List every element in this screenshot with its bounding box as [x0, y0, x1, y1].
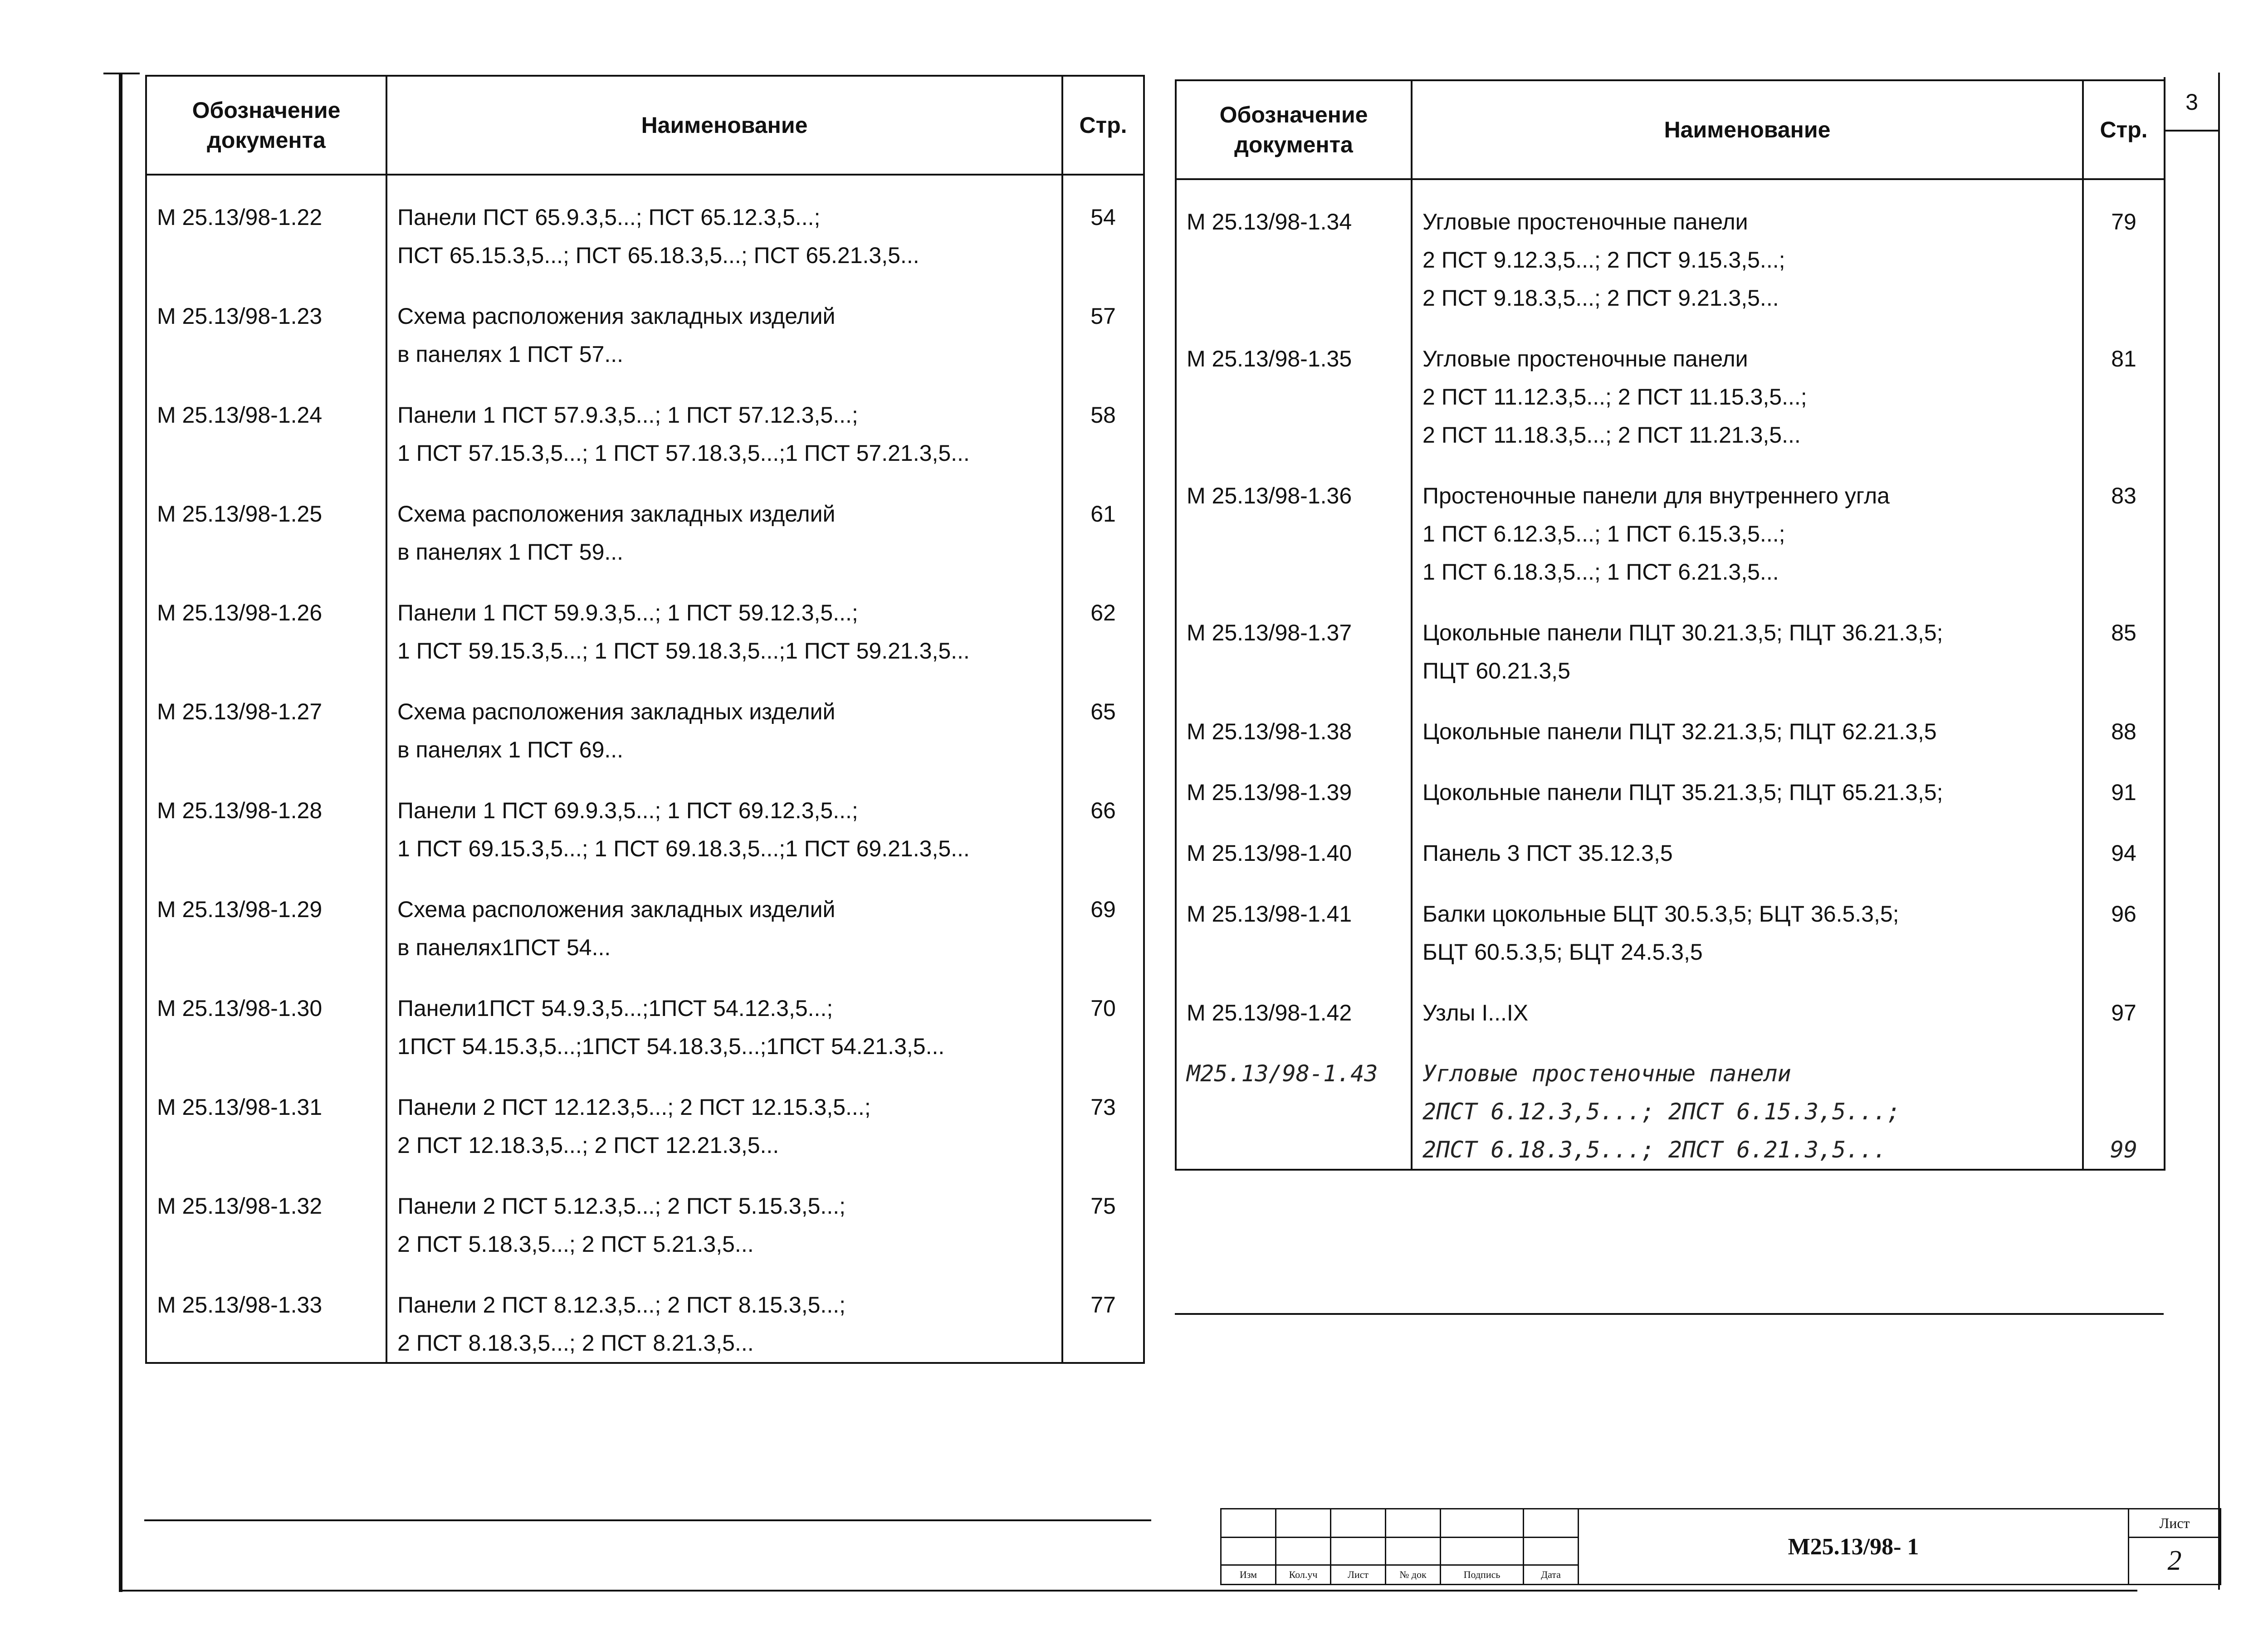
stamp-cell: [1386, 1509, 1441, 1538]
page-number: 65: [1062, 670, 1144, 769]
table-row: [1176, 872, 2165, 971]
name-line: 1 ПСТ 69.15.3,5...; 1 ПСТ 69.18.3,5...;1 ПСТ 69.21.3,5...: [397, 836, 970, 861]
table-row: [146, 1065, 1144, 1164]
document-name: [386, 1263, 1062, 1363]
frame-left-edge: [119, 73, 122, 1592]
document-name: [386, 670, 1062, 769]
header-page: Стр.: [1062, 76, 1144, 175]
header-name: Наименование: [386, 76, 1062, 175]
name-line: Цокольные панели ПЦТ 32.21.3,5; ПЦТ 62.21.3,5: [1422, 719, 1937, 744]
page-number: 70: [1062, 967, 1144, 1065]
document-designation: М 25.13/98-1.29: [146, 868, 386, 967]
table-row: [1176, 454, 2165, 591]
contents-table-right: [1175, 79, 2165, 1171]
contents-table-left: [145, 75, 1145, 1364]
page-number: 88: [2083, 690, 2165, 751]
document-designation: М 25.13/98-1.24: [146, 373, 386, 472]
name-line: Панели 2 ПСТ 5.12.3,5...; 2 ПСТ 5.15.3,5...;: [397, 1193, 846, 1219]
document-designation: М 25.13/98-1.37: [1176, 591, 1412, 690]
document-designation: М 25.13/98-1.22: [146, 175, 386, 274]
document-name: [386, 868, 1062, 967]
table-row: [146, 175, 1144, 274]
name-line: Узлы I...IX: [1422, 1000, 1529, 1025]
page-number: 57: [1062, 274, 1144, 373]
table-row: [1176, 751, 2165, 811]
document-designation: М 25.13/98-1.40: [1176, 811, 1412, 872]
name-line: 1 ПСТ 57.15.3,5...; 1 ПСТ 57.18.3,5...;1 ПСТ 57.21.3,5...: [397, 440, 970, 466]
table-row: [1176, 811, 2165, 872]
page-number: 61: [1062, 472, 1144, 571]
page-number: 62: [1062, 571, 1144, 670]
header-page: Стр.: [2083, 80, 2165, 179]
document-designation: М 25.13/98-1.31: [146, 1065, 386, 1164]
stamp-cell: [1441, 1538, 1524, 1565]
name-line: Панели 1 ПСТ 57.9.3,5...; 1 ПСТ 57.12.3,5...;: [397, 402, 858, 428]
name-line: в панелях1ПСТ 54...: [397, 935, 611, 960]
document-designation: М25.13/98-1.43: [1176, 1032, 1412, 1170]
frame-right-bottom-rule: [1175, 1313, 2164, 1315]
name-line: 1ПСТ 54.15.3,5...;1ПСТ 54.18.3,5...;1ПСТ 54.21.3,5...: [397, 1034, 945, 1059]
table-row: [146, 571, 1144, 670]
document-name: [386, 1065, 1062, 1164]
name-line: Панели 1 ПСТ 69.9.3,5...; 1 ПСТ 69.12.3,5...;: [397, 798, 858, 823]
sheet-number: 2: [2129, 1538, 2221, 1585]
page-number: 99: [2083, 1032, 2165, 1170]
stamp-cell: [1276, 1509, 1331, 1538]
name-line: Панель 3 ПСТ 35.12.3,5: [1422, 840, 1673, 866]
stamp-cell: [1221, 1538, 1276, 1565]
document-name: [386, 274, 1062, 373]
table-row: [146, 769, 1144, 868]
table-row: [146, 1164, 1144, 1263]
frame-bottom-edge: [119, 1590, 2137, 1592]
table-row: [146, 274, 1144, 373]
table-row: [146, 670, 1144, 769]
stamp-label-doc-number: № док: [1386, 1565, 1441, 1585]
table-row: [1176, 1032, 2165, 1170]
sheet-corner-number: 3: [2164, 77, 2218, 132]
table-row: [1176, 317, 2165, 454]
document-name: [1412, 690, 2083, 751]
name-line: Панели ПСТ 65.9.3,5...; ПСТ 65.12.3,5...;: [397, 205, 821, 230]
header-name: Наименование: [1412, 80, 2083, 179]
page-number: 54: [1062, 175, 1144, 274]
document-name: [386, 967, 1062, 1065]
stamp-label-date: Дата: [1524, 1565, 1579, 1585]
name-line: Цокольные панели ПЦТ 30.21.3,5; ПЦТ 36.21.3,5;: [1422, 620, 1943, 645]
name-line: Угловые простеночные панели: [1422, 209, 1748, 234]
table-row: [146, 373, 1144, 472]
name-line: 1 ПСТ 6.12.3,5...; 1 ПСТ 6.15.3,5...;: [1422, 521, 1785, 547]
page-number: 73: [1062, 1065, 1144, 1164]
name-line: Угловые простеночные панели: [1422, 346, 1748, 371]
stamp-cell: [1221, 1509, 1276, 1538]
document-designation: М 25.13/98-1.41: [1176, 872, 1412, 971]
document-designation: М 25.13/98-1.33: [146, 1263, 386, 1363]
header-designation: Обозначение документа: [146, 76, 386, 175]
document-designation: М 25.13/98-1.23: [146, 274, 386, 373]
stamp-label-sheet: Лист: [1331, 1565, 1386, 1585]
page-number: 79: [2083, 179, 2165, 317]
frame-right-edge: [2218, 73, 2220, 1590]
page-number: 85: [2083, 591, 2165, 690]
stamp-cell: [1524, 1538, 1579, 1565]
name-line: ПЦТ 60.21.3,5: [1422, 658, 1570, 684]
name-line: Панели 2 ПСТ 8.12.3,5...; 2 ПСТ 8.15.3,5...;: [397, 1292, 846, 1318]
table-row: [1176, 591, 2165, 690]
document-designation: М 25.13/98-1.25: [146, 472, 386, 571]
name-line: Балки цокольные БЦТ 30.5.3,5; БЦТ 36.5.3,5;: [1422, 901, 1899, 927]
document-designation: М 25.13/98-1.30: [146, 967, 386, 1065]
document-name: [1412, 1032, 2083, 1170]
table-row: [1176, 179, 2165, 317]
name-line: в панелях 1 ПСТ 69...: [397, 737, 624, 762]
sheet-label: Лист: [2129, 1509, 2221, 1538]
name-line: в панелях 1 ПСТ 57...: [397, 342, 624, 367]
frame-left-bottom-rule: [144, 1519, 1151, 1521]
frame-top-tick: [103, 73, 140, 74]
document-designation: М 25.13/98-1.36: [1176, 454, 1412, 591]
document-name: [1412, 751, 2083, 811]
name-line: ПСТ 65.15.3,5...; ПСТ 65.18.3,5...; ПСТ 65.21.3,5...: [397, 243, 919, 268]
document-name: [386, 571, 1062, 670]
name-line: в панелях 1 ПСТ 59...: [397, 539, 624, 565]
document-name: [1412, 179, 2083, 317]
page-number: 66: [1062, 769, 1144, 868]
document-designation: М 25.13/98-1.28: [146, 769, 386, 868]
name-line: 2 ПСТ 9.18.3,5...; 2 ПСТ 9.21.3,5...: [1422, 285, 1779, 311]
name-line: 1 ПСТ 59.15.3,5...; 1 ПСТ 59.18.3,5...;1 ПСТ 59.21.3,5...: [397, 638, 970, 664]
document-name: [386, 769, 1062, 868]
document-name: [386, 373, 1062, 472]
table-row: [146, 967, 1144, 1065]
page-number: 97: [2083, 971, 2165, 1032]
name-line: 2 ПСТ 11.18.3,5...; 2 ПСТ 11.21.3,5...: [1422, 422, 1801, 448]
document-name: [1412, 872, 2083, 971]
stamp-label-change: Изм: [1221, 1565, 1276, 1585]
name-line: 1 ПСТ 6.18.3,5...; 1 ПСТ 6.21.3,5...: [1422, 559, 1779, 585]
table-row: [146, 472, 1144, 571]
table-header-row: [1176, 80, 2165, 179]
document-name: [1412, 811, 2083, 872]
name-line: Схема расположения закладных изделий: [397, 303, 836, 329]
document-name: [386, 1164, 1062, 1263]
name-line: БЦТ 60.5.3,5; БЦТ 24.5.3,5: [1422, 939, 1703, 965]
name-line: 2 ПСТ 12.18.3,5...; 2 ПСТ 12.21.3,5...: [397, 1133, 779, 1158]
name-line: 2 ПСТ 11.12.3,5...; 2 ПСТ 11.15.3,5...;: [1422, 384, 1807, 410]
page-number: 81: [2083, 317, 2165, 454]
document-designation: М 25.13/98-1.42: [1176, 971, 1412, 1032]
document-name: [1412, 454, 2083, 591]
name-line: Панели 2 ПСТ 12.12.3,5...; 2 ПСТ 12.15.3,5...;: [397, 1094, 871, 1120]
document-designation: М 25.13/98-1.34: [1176, 179, 1412, 317]
document-designation: М 25.13/98-1.39: [1176, 751, 1412, 811]
document-name: [386, 472, 1062, 571]
document-name: [1412, 591, 2083, 690]
stamp-cell: [1524, 1509, 1579, 1538]
table-row: [1176, 690, 2165, 751]
page-number: 91: [2083, 751, 2165, 811]
page-number: 77: [1062, 1263, 1144, 1363]
header-designation: Обозначение документа: [1176, 80, 1412, 179]
name-line: Схема расположения закладных изделий: [397, 699, 836, 724]
name-line: Цокольные панели ПЦТ 35.21.3,5; ПЦТ 65.21.3,5;: [1422, 780, 1943, 805]
document-designation: М 25.13/98-1.35: [1176, 317, 1412, 454]
document-designation: М 25.13/98-1.38: [1176, 690, 1412, 751]
document-name: [1412, 971, 2083, 1032]
document-designation: М 25.13/98-1.32: [146, 1164, 386, 1263]
name-line: Панели1ПСТ 54.9.3,5...;1ПСТ 54.12.3,5...;: [397, 996, 833, 1021]
document-name: [386, 175, 1062, 274]
name-line: Простеночные панели для внутреннего угла: [1422, 483, 1890, 508]
document-code: М25.13/98- 1: [1579, 1509, 2129, 1585]
name-line: 2ПСТ 6.12.3,5...; 2ПСТ 6.15.3,5...;: [1422, 1099, 1901, 1125]
name-line: 2 ПСТ 9.12.3,5...; 2 ПСТ 9.15.3,5...;: [1422, 247, 1785, 273]
document-name: [1412, 317, 2083, 454]
table-row: [146, 868, 1144, 967]
stamp-cell: [1386, 1538, 1441, 1565]
name-line: 2ПСТ 6.18.3,5...; 2ПСТ 6.21.3,5...: [1422, 1137, 1887, 1163]
stamp-cell: [1331, 1538, 1386, 1565]
name-line: Панели 1 ПСТ 59.9.3,5...; 1 ПСТ 59.12.3,5...;: [397, 600, 858, 625]
table-row: [1176, 971, 2165, 1032]
page-number: 96: [2083, 872, 2165, 971]
document-designation: М 25.13/98-1.26: [146, 571, 386, 670]
name-line: 2 ПСТ 8.18.3,5...; 2 ПСТ 8.21.3,5...: [397, 1330, 754, 1356]
stamp-label-signature: Подпись: [1441, 1565, 1524, 1585]
page-number: 94: [2083, 811, 2165, 872]
name-line: Схема расположения закладных изделий: [397, 501, 836, 527]
page-number: 69: [1062, 868, 1144, 967]
page-number: 58: [1062, 373, 1144, 472]
stamp-label-count: Кол.уч: [1276, 1565, 1331, 1585]
table-row: [146, 1263, 1144, 1363]
name-line: 2 ПСТ 5.18.3,5...; 2 ПСТ 5.21.3,5...: [397, 1231, 754, 1257]
page-number: 83: [2083, 454, 2165, 591]
stamp-cell: [1276, 1538, 1331, 1565]
stamp-cell: [1331, 1509, 1386, 1538]
title-block: [1220, 1508, 2221, 1585]
document-designation: М 25.13/98-1.27: [146, 670, 386, 769]
stamp-cell: [1441, 1509, 1524, 1538]
page-number: 75: [1062, 1164, 1144, 1263]
name-line: Схема расположения закладных изделий: [397, 897, 836, 922]
name-line: Угловые простеночные панели: [1422, 1060, 1791, 1087]
table-header-row: [146, 76, 1144, 175]
